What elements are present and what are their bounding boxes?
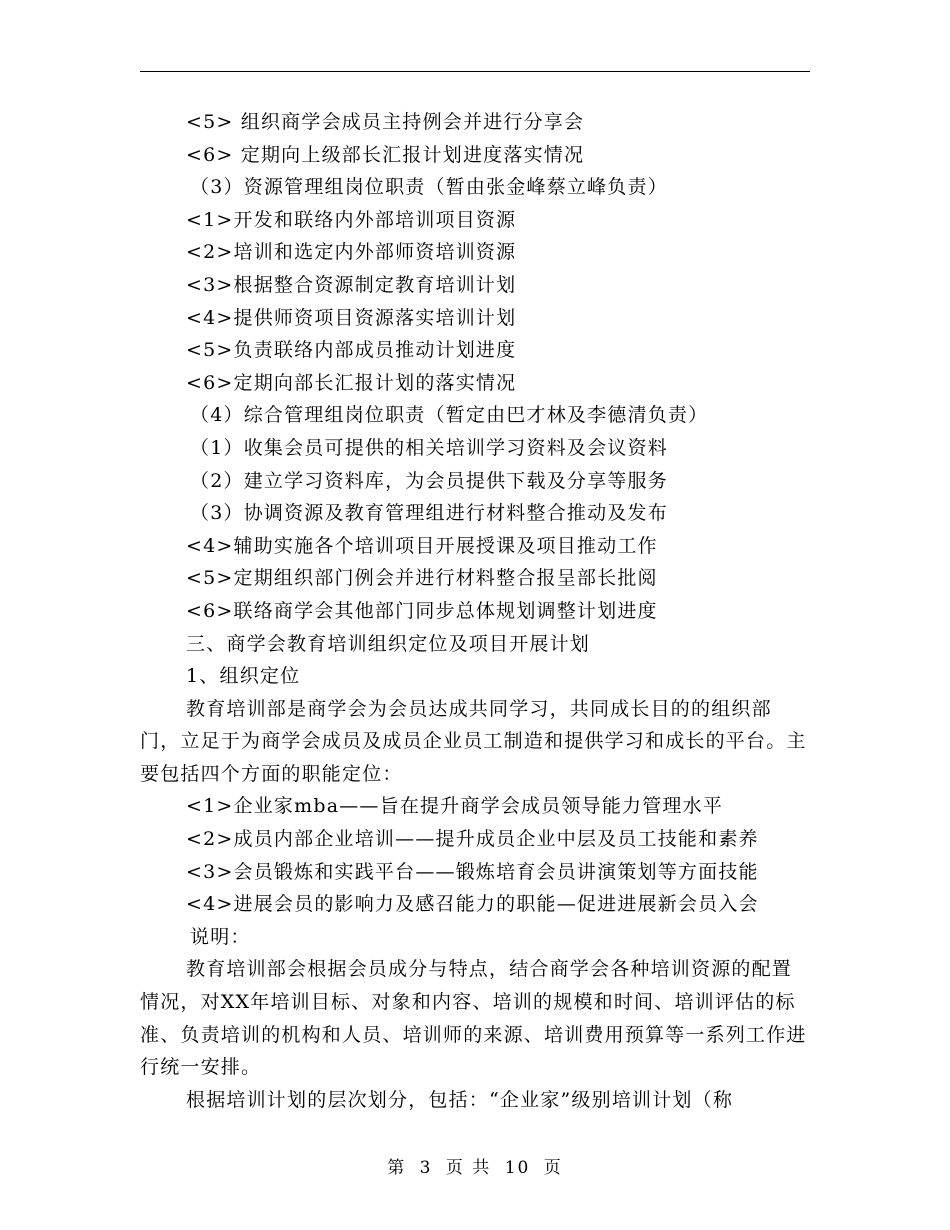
text-line: <3>根据整合资源制定教育培训计划 [186, 273, 517, 296]
text-line: （1）收集会员可提供的相关培训学习资料及会议资料 [190, 436, 668, 459]
header-rule [140, 71, 810, 72]
paragraph: 教育培训部是商学会为会员达成共同学习，共同成长目的的组织部门，立足于为商学会成员及成员企业员工制造和提供学习和成长的平台。主要包括四个方面的职能定位： [140, 697, 807, 785]
current-page-number: 3 [419, 1158, 433, 1178]
text-line: <5>负责联络内部成员推动计划进度 [186, 339, 517, 362]
text-line: 说明： [190, 925, 251, 948]
text-line: <6>定期向部长汇报计划的落实情况 [186, 371, 517, 394]
paragraph: 根据培训计划的层次划分，包括：“企业家”级别培训计划（称 [186, 1088, 734, 1111]
page-footer [0, 1153, 950, 1178]
chapter-heading: 三、商学会教育培训组织定位及项目开展计划 [186, 632, 591, 655]
footer-suffix: 页 [543, 1158, 563, 1178]
section-heading: （3）资源管理组岗位职责（暂由张金峰蔡立峰负责） [190, 176, 668, 199]
text-line: <2>成员内部企业培训——提升成员企业中层及员工技能和素养 [186, 828, 759, 851]
text-line: <4>辅助实施各个培训项目开展授课及项目推动工作 [186, 534, 658, 557]
subsection-heading: 1、组织定位 [186, 665, 301, 688]
text-line: （3）协调资源及教育管理组进行材料整合推动及发布 [190, 502, 668, 525]
text-line: <4>进展会员的影响力及感召能力的职能—促进进展新会员入会 [186, 893, 759, 916]
footer-prefix: 第 [387, 1158, 407, 1178]
paragraph: 教育培训部会根据会员成分与特点，结合商学会各种培训资源的配置情况，对XX年培训目标、对象和内容、培训的规模和时间、培训评估的标准、负责培训的机构和人员、培训师的来源、培训费用预算等一系列工作进行统一安排。 [140, 958, 807, 1079]
text-line: （2）建立学习资料库，为会员提供下载及分享等服务 [190, 469, 668, 492]
text-line: <6> 定期向上级部长汇报计划进度落实情况 [186, 143, 585, 166]
text-line: <3>会员锻炼和实践平台——锻炼培育会员讲演策划等方面技能 [186, 860, 759, 883]
text-line: <5>定期组织部门例会并进行材料整合报呈部长批阅 [186, 567, 658, 590]
text-line: <5> 组织商学会成员主持例会并进行分享会 [186, 111, 585, 133]
total-page-count: 10 [504, 1158, 531, 1178]
text-line: <1>开发和联络内外部培训项目资源 [186, 208, 517, 231]
text-line: <1>企业家mba——旨在提升商学会成员领导能力管理水平 [186, 795, 724, 818]
text-line: <6>联络商学会其他部门同步总体规划调整计划进度 [186, 599, 658, 622]
section-heading: （4）综合管理组岗位职责（暂定由巴才林及李德清负责） [190, 404, 709, 427]
document-body [140, 106, 810, 1116]
text-line: <4>提供师资项目资源落实培训计划 [186, 306, 517, 329]
footer-middle: 页 共 [445, 1158, 492, 1178]
text-line: <2>培训和选定内外部师资培训资源 [186, 241, 517, 264]
